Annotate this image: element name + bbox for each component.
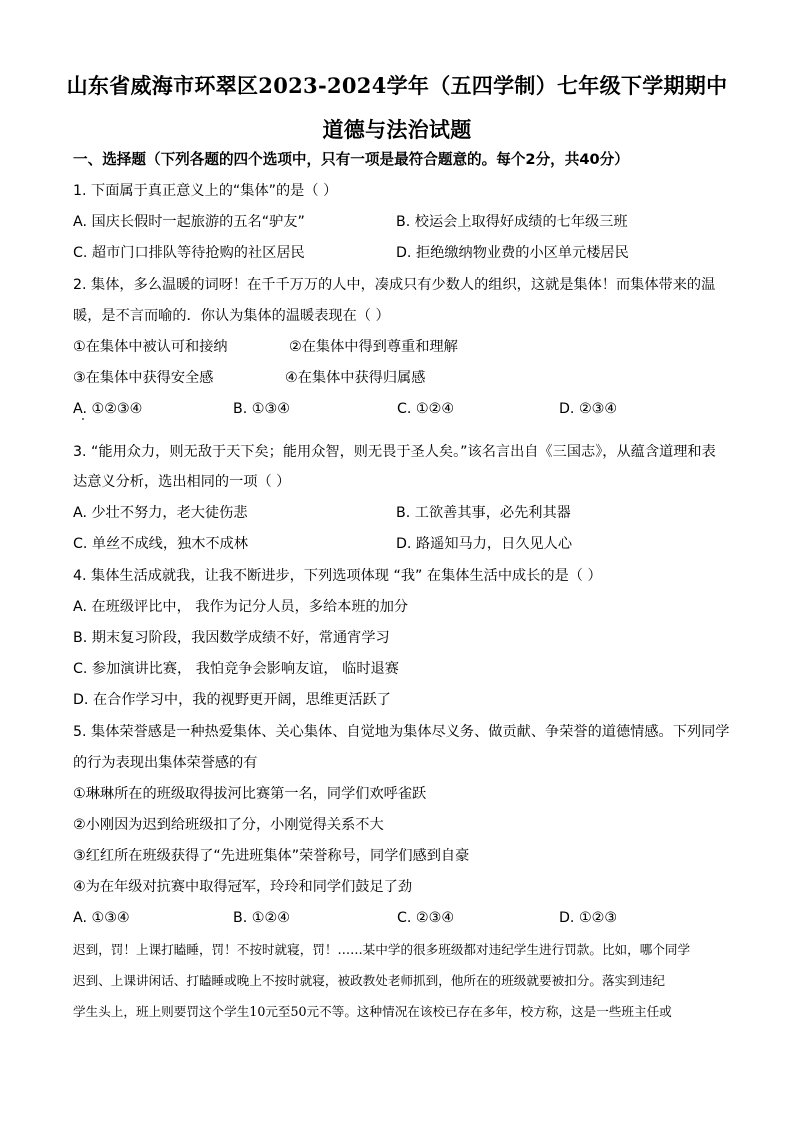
q4-option-b: B. 期末复习阶段，我因数学成绩不好，常通宵学习: [73, 630, 390, 646]
q1-option-d: D. 拒绝缴纳物业费的小区单元楼居民: [396, 245, 629, 261]
q2-stem-line1: 2. 集体，多么温暖的词呀！在千千万万的人中，凑成只有少数人的组织，这就是集体！而集体带来的温: [73, 277, 716, 293]
passage-line3: 学生头上，班上则要罚这个学生10元至50元不等。这种情况在该校已存在多年，校方称，这是一些班主任或: [73, 1004, 672, 1019]
q2-stem-line2: 暖，是不言而喻的．你认为集体的温暖表现在（ ）: [73, 308, 390, 324]
q5-option-d: D. ①②③: [559, 910, 618, 926]
q2-statement-2: ②在集体中得到尊重和理解: [289, 339, 458, 355]
q2-option-a: A. ①②③④: [73, 401, 143, 417]
q3-option-d: D. 路遥知马力，日久见人心: [396, 536, 573, 552]
q3-stem-line1: 3. “能用众力，则无敌于天下矣；能用众智，则无畏于圣人矣。”该名言出自《三国志》，从蕴含道理和表: [73, 444, 716, 460]
q2-option-c: C. ①②④: [397, 401, 455, 417]
section-heading: 一、选择题（下列各题的四个选项中，只有一项是最符合题意的。每个2分，共40分）: [73, 151, 629, 168]
q2-statement-4: ④在集体中获得归属感: [285, 370, 426, 386]
q4-stem: 4. 集体生活成就我，让我不断进步，下列选项体现 “我” 在集体生活中成长的是（ ）: [73, 568, 602, 584]
q3-option-c: C. 单丝不成线，独木不成林: [73, 536, 248, 552]
q1-stem: 1. 下面属于真正意义上的“集体”的是（ ）: [73, 183, 338, 199]
q2-statement-3: ③在集体中获得安全感: [73, 370, 214, 386]
q5-option-a: A. ①③④: [73, 910, 130, 926]
q2-option-b: B. ①③④: [233, 401, 290, 417]
q5-statement-4: ④为在年级对抗赛中取得冠军，玲玲和同学们鼓足了劲: [73, 879, 413, 895]
q3-option-a: A. 少壮不努力，老大徒伤悲: [73, 505, 248, 521]
q3-stem-line2: 达意义分析，选出相同的一项（ ）: [73, 474, 291, 490]
q4-option-d: D. 在合作学习中，我的视野更开阔，思维更活跃了: [73, 692, 391, 708]
q5-statement-2: ②小刚因为迟到给班级扣了分，小刚觉得关系不大: [73, 817, 384, 833]
passage-line2: 迟到、上课讲闲话、打瞌睡或晚上不按时就寝，被政教处老师抓到，他所在的班级就要被扣分。落实到违纪: [73, 973, 665, 988]
exam-title-line1: 山东省威海市环翠区2023-2024学年（五四学制）七年级下学期期中: [66, 73, 728, 98]
q4-option-a: A. 在班级评比中， 我作为记分人员，多给本班的加分: [73, 599, 409, 615]
q1-option-a: A. 国庆长假时一起旅游的五名“驴友”: [73, 214, 305, 230]
q1-option-c: C. 超市门口排队等待抢购的社区居民: [73, 245, 305, 261]
q5-stem-line2: 的行为表现出集体荣誉感的有: [73, 755, 258, 771]
passage-line1: 迟到，罚！上课打瞌睡，罚！不按时就寝，罚！……某中学的很多班级都对违纪学生进行罚款。比如，哪个同学: [73, 942, 691, 957]
stray-dot: [82, 418, 84, 420]
q5-statement-3: ③红红所在班级获得了“先进班集体”荣誉称号，同学们感到自豪: [73, 848, 470, 864]
q2-option-d: D. ②③④: [559, 401, 618, 417]
exam-title-line2: 道德与法治试题: [322, 117, 472, 142]
q4-option-c: C. 参加演讲比赛， 我怕竞争会影响友谊， 临时退赛: [73, 661, 399, 677]
q5-statement-1: ①琳琳所在的班级取得拔河比赛第一名，同学们欢呼雀跃: [73, 786, 427, 802]
q2-statement-1: ①在集体中被认可和接纳: [73, 339, 228, 355]
q5-option-c: C. ②③④: [397, 910, 455, 926]
q3-option-b: B. 工欲善其事，必先利其器: [396, 505, 571, 521]
q5-stem-line1: 5. 集体荣誉感是一种热爱集体、关心集体、自觉地为集体尽义务、做贡献、争荣誉的道德情感。下列同学: [73, 724, 730, 740]
q5-option-b: B. ①②④: [233, 910, 290, 926]
q1-option-b: B. 校运会上取得好成绩的七年级三班: [396, 214, 628, 230]
